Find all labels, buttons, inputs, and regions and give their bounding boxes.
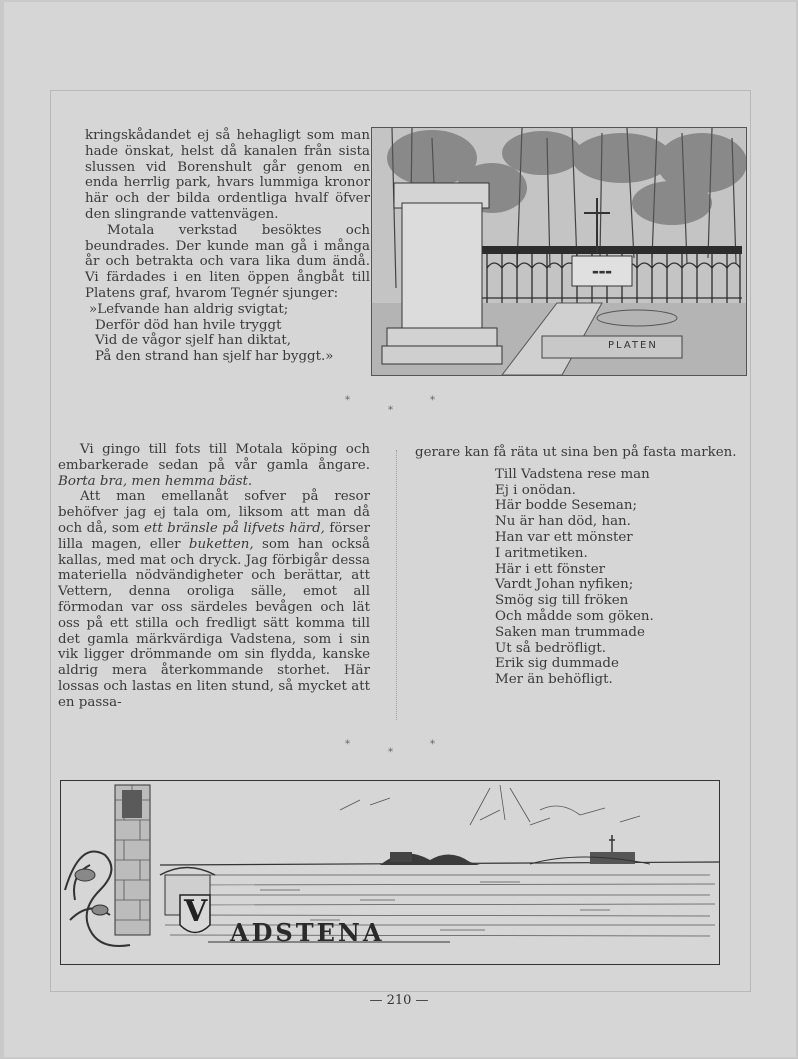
poem-line: Ut så bedröfligt. (495, 640, 606, 656)
heading-initial-letter: V (184, 894, 208, 929)
divider-star: * (345, 395, 350, 406)
poem-line: Smög sig till fröken (495, 593, 629, 609)
verse-line: Vid de vågor sjelf han diktat, (95, 333, 292, 349)
grave-inscription: PLATEN (608, 340, 658, 351)
proverb-italic: Borta bra, men hemma bäst. (58, 473, 253, 489)
poem-line: I aritmetiken. (495, 545, 588, 561)
left-paragraph-2-text: Att man emellanåt sofver på resor behöfver jag ej tala om, liksom att man då och då, som (58, 489, 370, 536)
svg-text:▬▬▬: ▬▬▬ (592, 268, 612, 276)
poem-line: Erik sig dummade (495, 656, 619, 672)
verse-line: »Lefvande han aldrig svigtat; (89, 301, 289, 317)
poem-line: Här i ett fönster (495, 561, 606, 577)
right-continuation: gerare kan få räta ut sina ben på fasta marken. (415, 445, 737, 460)
poem-line: Vardt Johan nyfiken; (495, 577, 634, 593)
vadstena-landscape (60, 780, 720, 965)
left-paragraph-2 (58, 489, 370, 710)
right-column (415, 445, 755, 688)
poem-line: Ej i onödan. (495, 482, 576, 498)
poem-line: Och mådde som göken. (495, 608, 654, 624)
left-paragraph-1-text: Vi gingo till fots till Motala köping och embarkerade sedan på vår gamla ångare. (58, 442, 370, 473)
poem-line: Saken man trummade (495, 624, 645, 640)
divider-star: * (345, 739, 350, 750)
vadstena-poem (495, 467, 755, 688)
verse-line: Derför död han hvile tryggt (95, 317, 282, 333)
verse-line: På den strand han sjelf har byggt.» (95, 349, 334, 365)
poem-line: Han var ett mönster (495, 529, 633, 545)
left-column (58, 442, 370, 711)
divider-star: * (430, 395, 435, 406)
grave-drawing (372, 128, 746, 375)
left-paragraph-1 (58, 442, 370, 489)
page-number: — 210 — (369, 993, 429, 1008)
column-divider (396, 450, 397, 720)
italic-phrase: ett bränsle på lifvets härd, (144, 520, 325, 536)
italic-phrase: buketten, (188, 536, 254, 552)
divider-star: * (430, 739, 435, 750)
left-paragraph-2-text: som han också kallas, med mat och dryck. Jag förbigår dessa materiella nödvändigheter och berättar, att Vettern, denna oroliga sälle, emot all förmodan var oss särdeles bevågen och lät oss på ett stilla och fredligt sätt komma till det gamla märkvärdiga Vadstena, som i sin vik ligger drömmande om sin flydda, kanske aldrig mera återkommande storhet. Här lossas och lastas en liten stund, så mycket att en passa- (58, 536, 370, 710)
top-paragraph-2: Motala verkstad besöktes och beundrades. Der kunde man gå i många år och betrakta och vara lika dum ändå. Vi färdades i en liten öppen ångbåt till Platens graf, hvarom Tegnér sjunger: (85, 222, 370, 301)
poem-line: Mer än behöfligt. (495, 672, 613, 688)
vadstena-header-illustration (60, 780, 720, 965)
poem-line: Nu är han död, han. (495, 514, 631, 530)
tegner-verse (85, 302, 370, 365)
divider-star: * (388, 405, 393, 416)
top-text-block (85, 128, 370, 365)
poem-line: Här bodde Seseman; (495, 498, 637, 514)
platen-grave-illustration (371, 127, 747, 376)
top-paragraph-1: kringskådandet ej så hehagligt som man hade önskat, helst då kanalen från sista slussen vid Borenshult går genom en enda herrlig park, hvars lummiga kronor här och der bilda ordentliga hvalf öfver den slingrande vattenvägen. (85, 128, 370, 222)
poem-line: Till Vadstena rese man (495, 466, 650, 482)
left-paragraph-2-text: förser lilla magen, eller (58, 520, 370, 552)
heading-title: ADSTENA (230, 918, 385, 947)
divider-star: * (388, 747, 393, 758)
